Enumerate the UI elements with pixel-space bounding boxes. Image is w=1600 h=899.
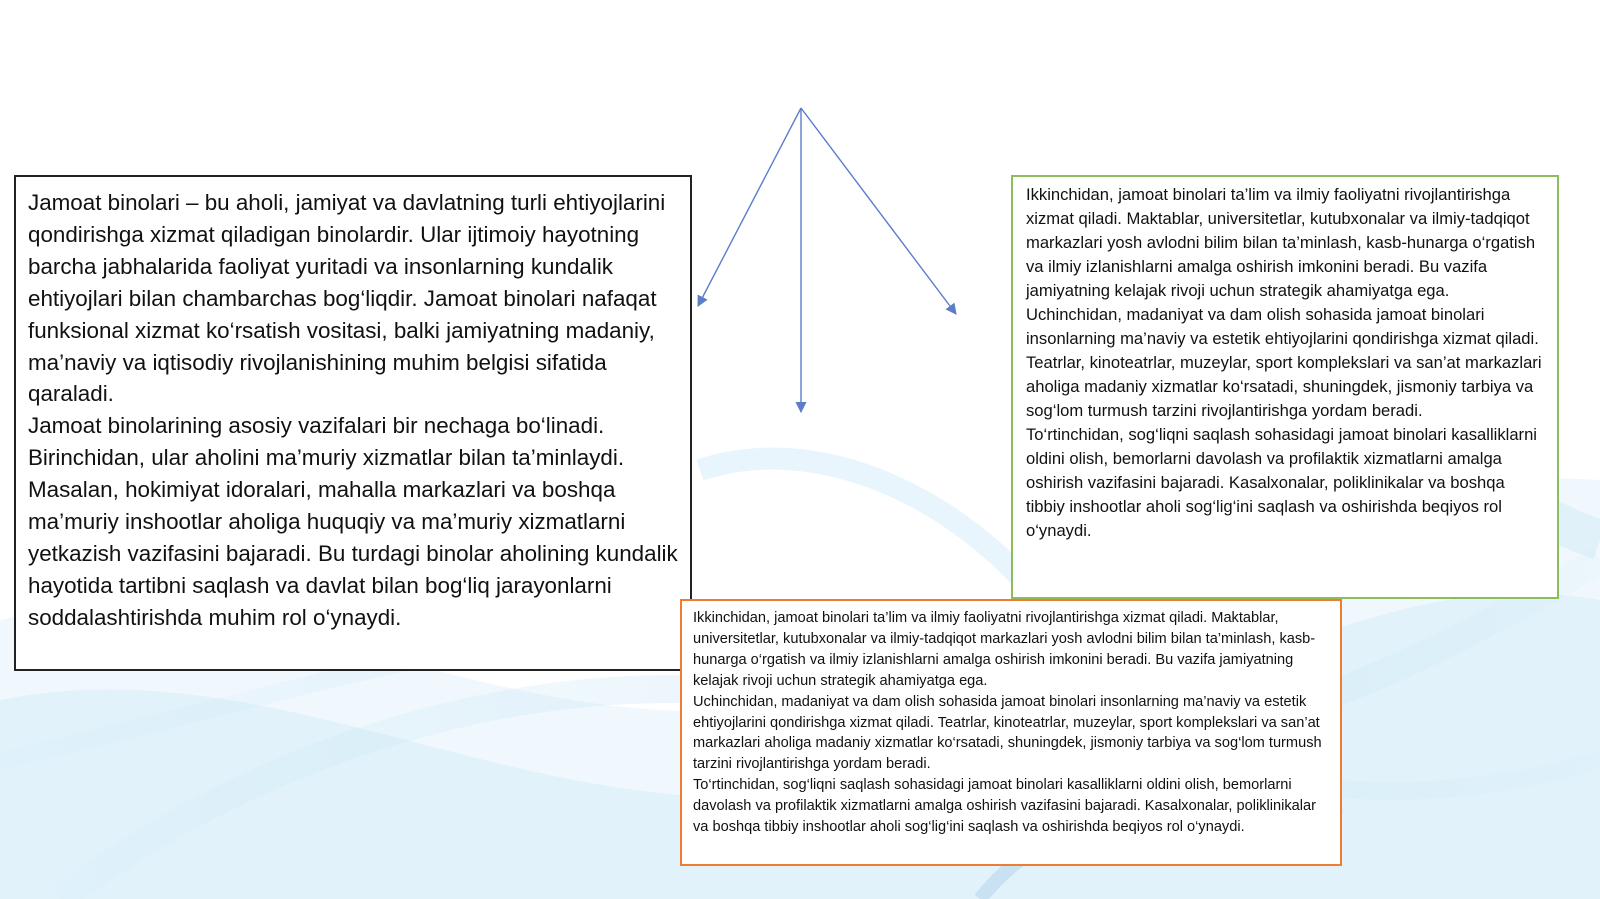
orange-text-box [680,599,1342,866]
green-paragraph-3: To‘rtinchidan, sog‘liqni saqlash sohasidagi jamoat binolari kasalliklarni oldini olish, bemorlarni davolash va profilaktik xizmatlarni amalga oshirish vazifasini bajaradi. Kasalxonalar, poliklinikalar va boshqa tibbiy inshootlar aholi sog‘lig‘ini saqlash va oshirishda beqiyos rol o‘ynaydi. [1026,425,1537,540]
green-paragraph-1: Ikkinchidan, jamoat binolari ta’lim va ilmiy faoliyatni rivojlantirishga xizmat qiladi. Maktablar, universitetlar, kutubxonalar va ilmiy-tadqiqot markazlari yosh avlodni bilim bilan ta’minlash, kasb-hunarga o‘rgatish va ilmiy izlanishlarni amalga oshirish imkonini beradi. Bu vazifa jamiyatning kelajak rivoji uchun strategik ahamiyatga ega. [1026,185,1536,300]
orange-paragraph-2: Uchinchidan, madaniyat va dam olish sohasida jamoat binolari insonlarning ma’naviy va estetik ehtiyojlarini qondirishga xizmat qiladi. Teatrlar, kinoteatrlar, muzeylar, sport komplekslari va san’at markazlari aholiga madaniy xizmatlar ko‘rsatadi, shuningdek, jismoniy tarbiya va sog‘lom turmush tarzini rivojlantirishga yordam beradi. [693,693,1322,773]
orange-paragraph-3: To‘rtinchidan, sog‘liqni saqlash sohasidagi jamoat binolari kasalliklarni oldini olish, bemorlarni davolash va profilaktik xizmatlarni amalga oshirish vazifasini bajaradi. Kasalxonalar, poliklinikalar va boshqa tibbiy inshootlar aholi sog‘lig‘ini saqlash va oshirishda beqiyos rol o‘ynaydi. [693,777,1316,836]
green-paragraph-2: Uchinchidan, madaniyat va dam olish sohasida jamoat binolari insonlarning ma’naviy va estetik ehtiyojlarini qondirishga xizmat qiladi. Teatrlar, kinoteatrlar, muzeylar, sport komplekslari va san’at markazlari aholiga madaniy xizmatlar ko‘rsatadi, shuningdek, jismoniy tarbiya va sog‘lom turmush tarzini rivojlantirishga yordam beradi. [1026,305,1542,420]
main-text-box [14,175,692,671]
arrow-right [801,108,956,314]
main-paragraph-2: Jamoat binolarining asosiy vazifalari bir nechaga bo‘linadi. Birinchidan, ular aholini ma’muriy xizmatlar bilan ta’minlaydi. Masalan, hokimiyat idoralari, mahalla markazlari va boshqa ma’muriy inshootlar aholiga huquqiy va ma’muriy xizmatlarni yetkazish vazifasini bajaradi. Bu turdagi binolar aholining kundalik hayotida tartibni saqlash va davlat bilan bog‘liq jarayonlarni soddalashtirishda muhim rol o‘ynaydi. [28,413,678,630]
arrow-left [698,108,801,306]
main-paragraph-1: Jamoat binolari – bu aholi, jamiyat va davlatning turli ehtiyojlarini qondirishga xizmat qiladigan binolardir. Ular ijtimoiy hayotning barcha jabhalarida faoliyat yuritadi va insonlarning kundalik ehtiyojlari bilan chambarchas bog‘liqdir. Jamoat binolari nafaqat funksional xizmat ko‘rsatish vositasi, balki jamiyatning madaniy, ma’naviy va iqtisodiy rivojlanishining muhim belgisi sifatida qaraladi. [28,190,666,407]
green-text-box [1011,175,1559,599]
orange-paragraph-1: Ikkinchidan, jamoat binolari ta’lim va ilmiy faoliyatni rivojlantirishga xizmat qiladi. Maktablar, universitetlar, kutubxonalar va ilmiy-tadqiqot markazlari yosh avlodni bilim bilan ta’minlash, kasb-hunarga o‘rgatish va ilmiy izlanishlarni amalga oshirish imkonini beradi. Bu vazifa jamiyatning kelajak rivoji uchun strategik ahamiyatga ega. [693,610,1316,689]
